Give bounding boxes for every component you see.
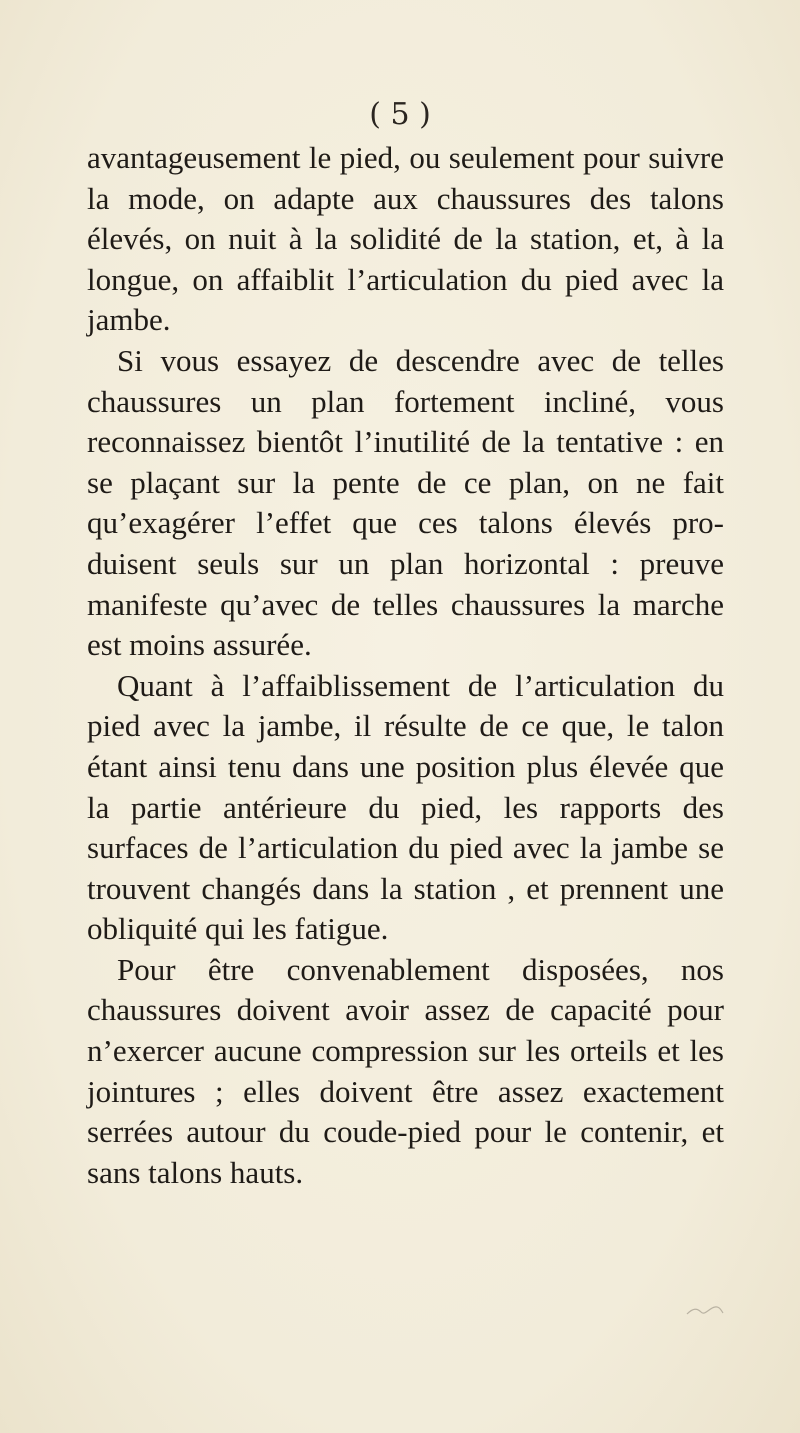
page-number: ( 5 ): [369, 97, 431, 132]
body-text: [87, 138, 724, 1193]
paragraph-4: Pour être convenablement disposées, nos chaussures doivent avoir assez de capacité pour n’exercer aucune compression sur les orteils et les jointures ; elles doivent être assez exactement serrées autour du coude-pied pour le contenir, et sans talons hauts.: [87, 951, 724, 1190]
paragraph-2: Si vous essayez de descendre avec de telles chaussures un plan fortement incliné, vous reconnaissez bientôt l’inutilité de la tentative : en se plaçant sur la pente de ce plan, on ne fait qu’exagérer l’effet que ces talons élevés pro-duisent seuls sur un plan horizontal : preuve manifeste qu’avec de telles chaussures la marche est moins assurée.: [87, 342, 724, 663]
paragraph-1: avantageusement le pied, ou seulement pour suivre la mode, on adapte aux chaussures des talons élevés, on nuit à la solidité de la station, et, à la longue, on affaiblit l’articulation du pied avec la jambe.: [87, 140, 724, 338]
paragraph-3: Quant à l’affaiblissement de l’articulation du pied avec la jambe, il résulte de ce que, le talon étant ainsi tenu dans une position plus élevée que la partie antérieure du pied, les rapports des surfaces de l’articulation du pied avec la jambe se trouvent changés dans la station , et prennent une obliquité qui les fatigue.: [87, 667, 724, 947]
faint-pencil-mark: [685, 1304, 725, 1318]
